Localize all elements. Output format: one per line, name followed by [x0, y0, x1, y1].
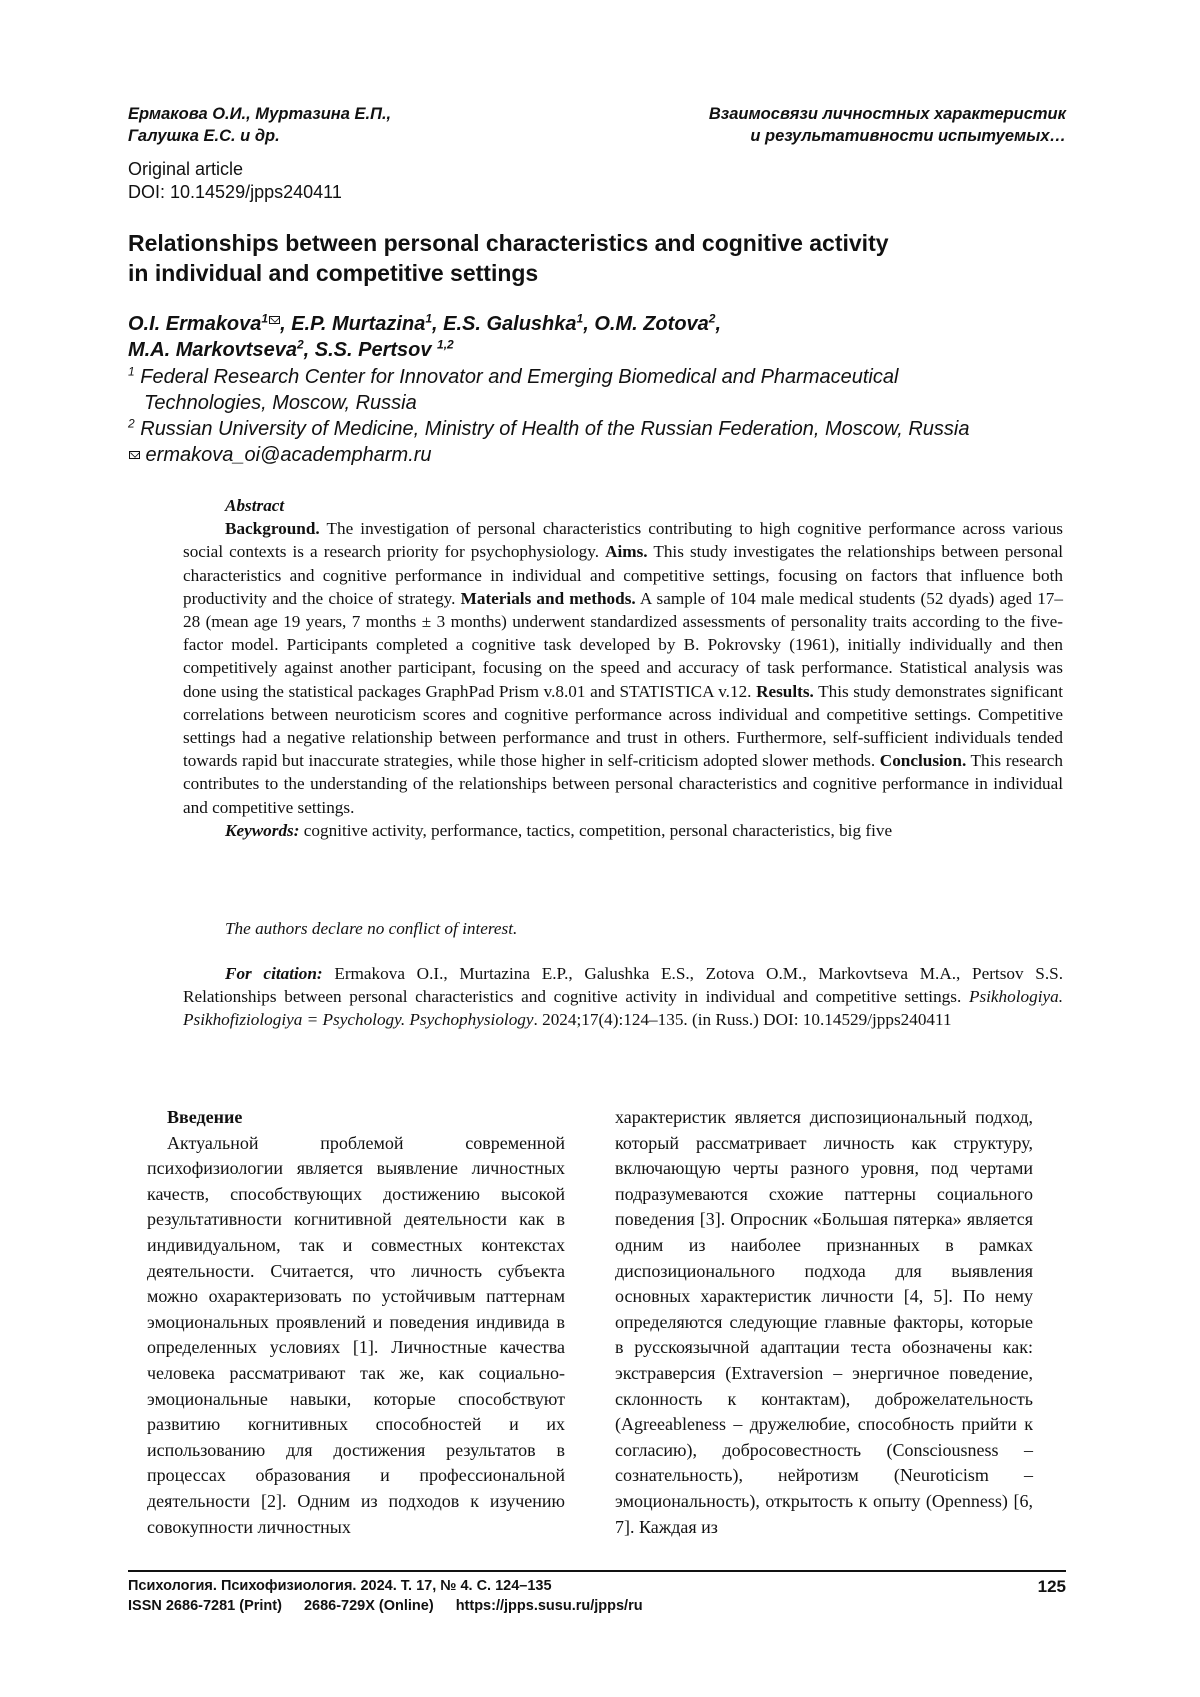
running-header-authors-line2: Галушка Е.С. и др.: [128, 127, 280, 145]
abstract-body: [183, 517, 1063, 819]
conflict-statement: The authors declare no conflict of interest.: [225, 919, 518, 938]
author-list: [128, 311, 1068, 363]
author-line1: [128, 311, 1068, 337]
author-affiliation-sup: 1: [425, 311, 433, 326]
corresponding-email: [128, 442, 1078, 468]
affiliation-2: [128, 416, 1078, 442]
article-doi[interactable]: DOI: 10.14529/jpps240411: [128, 182, 342, 202]
keywords: [183, 819, 1063, 842]
author-name: M.A. Markovtseva: [128, 339, 297, 361]
author-affiliation-sup: 2: [708, 311, 716, 326]
citation-label: For citation:: [225, 964, 323, 983]
running-header-authors: [128, 103, 548, 147]
author-name: , E.P. Murtazina: [280, 313, 426, 335]
issn-line: [128, 1596, 643, 1616]
issn-online: 2686-729X (Online): [303, 1598, 434, 1614]
author-name: , S.S. Pertsov: [303, 339, 438, 361]
affiliation-1-line2: Technologies, Moscow, Russia: [144, 392, 417, 414]
results-label: Results.: [756, 681, 814, 701]
journal-reference: Психология. Психофизиология. 2024. Т. 17, № 4. С. 124–135: [128, 1578, 552, 1594]
author-line2: [128, 337, 1068, 363]
affiliation-sup: 1: [128, 364, 135, 379]
article-type: Original article: [128, 159, 244, 179]
author-affiliation-sup: 1: [261, 311, 269, 326]
email-link[interactable]: ermakova_oi@academpharm.ru: [140, 444, 432, 466]
background-text: The investigation of personal characteristics contributing to high cognitive performance across various social contexts is a research priority for psychophysiology.: [183, 519, 1063, 562]
keywords-text: cognitive activity, performance, tactics, competition, personal characteristics, big five: [299, 820, 893, 840]
methods-text: A sample of 104 male medical students (52 dyads) aged 17–28 (mean age 19 years, 7 months ± 3 months) underwent standardized assessments of personality traits according to the five-factor model. Participants completed a cognitive task developed by B. Pokrovsky (1961), initially individually and then competitively against another participant, focusing on the speed and accuracy of task performance. Statistical analysis was done using the statistical packages GraphPad Prism v.8.01 and STATISTICA v.12.: [183, 588, 1063, 701]
background-label: Background.: [225, 519, 320, 539]
affiliation-sup: 2: [128, 416, 135, 431]
running-header-authors-line1: Ермакова О.И., Муртазина Е.П.,: [128, 105, 392, 123]
abstract: [183, 494, 1063, 842]
aims-text: This study investigates the relationships between personal characteristics and cognitive performance in individual and competitive settings, focusing on factors that influence both productivity and the choice of strategy.: [183, 542, 1063, 608]
author-separator: ,: [715, 313, 722, 335]
citation: [183, 962, 1063, 1032]
page-footer: [128, 1576, 643, 1616]
running-header-title-line2: и результативности испытуемых…: [750, 127, 1066, 145]
methods-label: Materials and methods.: [460, 588, 636, 608]
citation-tail: . 2024;17(4):124–135. (in Russ.) DOI: 10.14529/jpps240411: [533, 1010, 952, 1030]
section-heading: Введение: [167, 1107, 243, 1127]
citation-text: Ermakova O.I., Murtazina E.P., Galushka E.S., Zotova O.M., Markovtseva M.A., Pertsov S.S. Relationships between personal characteristics and cognitive activity in individual and competitive settings.: [183, 964, 1063, 1007]
running-header-title-line1: Взаимосвязи личностных характеристик: [708, 105, 1066, 123]
article-meta: [128, 158, 342, 204]
envelope-icon: [129, 451, 140, 459]
issn-print: ISSN 2686-7281 (Print): [128, 1598, 282, 1614]
keywords-label: Keywords:: [225, 820, 300, 840]
body-paragraph-continued: характеристик является диспозициональный подход, который рассматривает личность как структуру, включающую черты разного уровня, под чертами подразумеваются схожие паттерны социального поведения [3]. Опросник «Большая пятерка» является одним из наиболее признанных в рамках диспозиционального подхода для выявления основных характеристик личности [4, 5]. По нему определяются следующие главные факторы, которые в русскоязычной адаптации теста обозначены как: экстраверсия (Extraversion – энергичное поведение, склонность к контактам), доброжелательность (Agreeableness – дружелюбие, способность прийти к согласию), добросовестность (Consciousness – сознательность), нейротизм (Neuroticism – эмоциональность), открытость к опыту (Openness) [6, 7]. Каждая из: [615, 1107, 1033, 1537]
running-header-title: [600, 103, 1066, 147]
body-column-left: [147, 1105, 565, 1540]
affiliation-1: [128, 364, 1078, 390]
article-title-line1: Relationships between personal characteristics and cognitive activity: [128, 230, 889, 256]
results-text: This study demonstrates significant correlations between neuroticism scores and cognitive performance across individual and competitive settings. Competitive settings had a negative relationship between performance and trust in others. Furthermore, self-sufficient individuals tended towards rapid but inaccurate strategies, while those higher in self-criticism adopted slower methods.: [183, 681, 1063, 771]
author-affiliation-sup: 2: [296, 337, 304, 352]
aims-label: Aims.: [605, 542, 648, 562]
author-name: , E.S. Galushka: [432, 313, 577, 335]
affiliation-2-text: Russian University of Medicine, Ministry of Health of the Russian Federation, Moscow, Russia: [134, 418, 970, 440]
affiliations: [128, 364, 1078, 468]
body-column-right: [615, 1105, 1033, 1540]
author-affiliation-sup: 1: [576, 311, 584, 326]
journal-url[interactable]: https://jpps.susu.ru/jpps/ru: [455, 1598, 643, 1614]
article-title-line2: in individual and competitive settings: [128, 260, 539, 286]
author-affiliation-sup: 1,2: [437, 337, 454, 352]
footer-rule: [128, 1570, 1066, 1572]
citation-journal: Psikhologiya. Psikhofiziologiya = Psychology. Psychophysiology: [183, 987, 1063, 1030]
page-number: 125: [1037, 1577, 1066, 1596]
conclusion-label: Conclusion.: [879, 751, 967, 771]
body-paragraph: Актуальной проблемой современной психофизиологии является выявление личностных качеств, способствующих достижению высокой результативности когнитивной деятельности как в индивидуальном, так и совместных контекстах деятельности. Считается, что личность субъекта можно охарактеризовать по устойчивым паттернам эмоциональных проявлений и поведения индивида в определенных условиях [1]. Личностные качества человека рассматривают так же, как социально-эмоциональные навыки, которые способствуют развитию когнитивных способностей и их использованию для достижения результатов в процессах образования и профессиональной деятельности [2]. Одним из подходов к изучению совокупности личностных: [147, 1132, 565, 1537]
conclusion-text: This research contributes to the understanding of the relationships between personal characteristics and cognitive performance in individual and competitive settings.: [183, 751, 1063, 817]
envelope-icon: [269, 316, 280, 324]
affiliation-1-line1: Federal Research Center for Innovator and Emerging Biomedical and Pharmaceutical: [134, 366, 899, 388]
author-name: , O.M. Zotova: [583, 313, 709, 335]
author-name: O.I. Ermakova: [128, 313, 262, 335]
article-title: [128, 228, 1068, 288]
abstract-heading: Abstract: [225, 496, 285, 515]
